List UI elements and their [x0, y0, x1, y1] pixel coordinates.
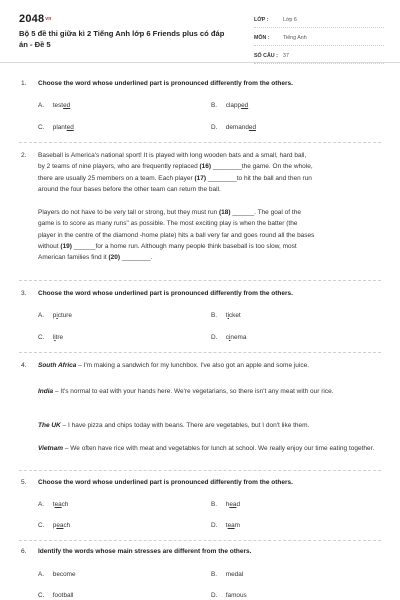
passage-text: without: [38, 242, 61, 250]
passage-text: ______. The goal of the: [230, 209, 301, 216]
option-letter: A.: [38, 102, 45, 109]
question-number: 2.: [21, 152, 27, 159]
option-letter: B.: [211, 312, 218, 319]
option-b[interactable]: [211, 102, 248, 109]
option-underlined: i: [227, 312, 229, 319]
option-letter: A.: [38, 501, 45, 508]
meta-label: MÔN :: [254, 35, 270, 41]
passage-text: there are usually 25 members on a team. Each player: [38, 174, 195, 182]
option-text: nema: [230, 334, 247, 341]
entry-text: – I'm making a sandwich for my lunchbox. I've also got an apple and some juice.: [76, 362, 310, 369]
option-text: m: [234, 522, 240, 529]
option-text: cture: [57, 312, 72, 319]
passage-text: American families find it: [38, 254, 109, 262]
option-text: ch: [61, 501, 69, 508]
blank-19: (19): [60, 242, 72, 250]
passage-text: Baseball is America's national sport! It is played with long wooden bats and a small, hard ball,: [38, 152, 307, 159]
option-c[interactable]: [38, 522, 70, 529]
option-a[interactable]: [38, 571, 76, 578]
meta-value: Lớp 6: [283, 17, 297, 23]
entry-text: – We often have rice with meat and vegetables for lunch at school. We really enjoy our time eating together.: [63, 445, 375, 452]
country-name: India: [38, 388, 54, 395]
option-letter: D.: [211, 334, 218, 341]
option-b[interactable]: [211, 571, 243, 578]
option-text: c: [225, 334, 229, 341]
divider: [19, 352, 381, 353]
logo-suffix: vn: [45, 16, 52, 23]
option-underlined: ea: [229, 501, 237, 508]
meta-box: [254, 13, 384, 67]
question-number: 5.: [21, 479, 27, 486]
option-underlined: ea: [56, 522, 64, 529]
country-name: Vietnam: [38, 445, 64, 452]
option-text: p: [52, 522, 57, 529]
option-text: famous: [225, 592, 247, 599]
option-letter: B.: [211, 571, 218, 578]
option-c[interactable]: [38, 124, 74, 131]
meta-row-subject: [254, 31, 384, 46]
option-text: medal: [225, 571, 244, 578]
passage-text: ________the game. On the whole,: [211, 163, 313, 171]
option-text: plant: [52, 124, 67, 131]
option-text: t: [225, 312, 228, 319]
country-entry-vietnam: [38, 443, 378, 454]
option-underlined: i: [56, 312, 58, 319]
option-letter: C.: [38, 334, 45, 341]
passage-text: player in the centre of the diamond -home plate) hits a ball very far and goes round all the bases: [38, 231, 315, 239]
passage-text: around the four bases before the other team can return the ball.: [38, 185, 221, 193]
option-text: t: [225, 522, 228, 529]
logo-text: 2048: [19, 13, 45, 25]
option-text: test: [52, 102, 64, 109]
blank-16: (16): [199, 163, 212, 171]
passage-text: ________.: [120, 254, 153, 262]
passage-text: by 2 teams of nine players, who are frequently replaced: [38, 163, 200, 171]
option-d[interactable]: [211, 522, 240, 529]
entry-text: – It's normal to eat with your hands here. We're vegetarians, so there isn't any meat with our rice.: [53, 388, 334, 395]
passage-paragraph-2: [38, 207, 380, 263]
option-letter: A.: [38, 571, 45, 578]
meta-label: LỚP :: [254, 17, 269, 23]
option-a[interactable]: [38, 102, 70, 109]
option-underlined: ed: [63, 102, 71, 109]
option-letter: B.: [211, 102, 218, 109]
country-entry-india: [38, 386, 378, 397]
option-text: l: [52, 334, 55, 341]
meta-label: SỐ CÂU :: [254, 53, 278, 59]
divider: [19, 540, 381, 541]
option-underlined: ed: [66, 124, 74, 131]
country-name: The UK: [38, 422, 61, 429]
option-d[interactable]: [211, 334, 246, 341]
option-letter: D.: [211, 522, 218, 529]
option-letter: D.: [211, 592, 218, 599]
option-text: cket: [228, 312, 241, 319]
option-text: clapp: [225, 102, 242, 109]
option-letter: B.: [211, 501, 218, 508]
question-instruction: Choose the word whose underlined part is pronounced differently from the others.: [38, 290, 293, 297]
option-letter: D.: [211, 124, 218, 131]
option-d[interactable]: [211, 124, 256, 131]
passage-paragraph-1: [38, 150, 380, 195]
option-c[interactable]: [38, 592, 73, 599]
site-logo[interactable]: [19, 13, 52, 25]
option-b[interactable]: [211, 501, 240, 508]
divider: [19, 470, 381, 471]
option-b[interactable]: [211, 312, 241, 319]
option-text: t: [52, 501, 55, 508]
option-underlined: ed: [241, 102, 249, 109]
option-d[interactable]: [211, 592, 247, 599]
blank-17: (17): [194, 174, 207, 182]
meta-row-class: [254, 13, 384, 28]
country-entry-uk: [38, 420, 380, 431]
option-text: football: [52, 592, 74, 599]
option-letter: A.: [38, 312, 45, 319]
option-text: demand: [225, 124, 249, 131]
divider: [19, 142, 381, 143]
option-text: p: [52, 312, 57, 319]
entry-text: – I have pizza and chips today with beans. There are vegetables, but I don't like them.: [60, 422, 310, 429]
option-letter: C.: [38, 124, 45, 131]
option-text: ch: [63, 522, 71, 529]
option-underlined: i: [228, 334, 231, 341]
passage-text: ______for a home run. Although many people think baseball is too slow, most: [71, 242, 297, 250]
passage-text: Players do not have to be very tall or strong, but they must run: [38, 209, 220, 216]
country-name: South Africa: [38, 362, 77, 369]
meta-row-count: [254, 49, 384, 64]
question-number: 1.: [21, 80, 27, 87]
blank-20: (20): [108, 254, 121, 262]
question-number: 6.: [21, 548, 27, 555]
question-instruction: Choose the word whose underlined part is pronounced differently from the others.: [38, 80, 293, 87]
option-underlined: ed: [248, 124, 256, 131]
question-instruction: Identify the words whose main stresses are different from the others.: [38, 548, 252, 555]
question-instruction: Choose the word whose underlined part is pronounced differently from the others.: [38, 479, 293, 486]
passage-text: game is to score as many runs" as possible. The most exciting play is when the batter (the: [38, 220, 298, 228]
document-title: Bộ 5 đề thi giữa kì 2 Tiếng Anh lớp 6 Friends plus có đáp án - Đề 5: [19, 29, 225, 49]
option-c[interactable]: [38, 334, 63, 341]
option-underlined: i: [54, 334, 56, 341]
meta-value: 37: [283, 53, 289, 59]
option-text: d: [236, 501, 241, 508]
divider: [19, 280, 381, 281]
country-entry-south-africa: [38, 360, 380, 371]
passage-text: ________to hit the ball and then run: [206, 174, 312, 182]
option-letter: C.: [38, 592, 45, 599]
option-letter: C.: [38, 522, 45, 529]
option-a[interactable]: [38, 501, 68, 508]
option-text: h: [225, 501, 230, 508]
option-text: become: [52, 571, 76, 578]
blank-18: (18): [219, 209, 231, 216]
question-number: 3.: [21, 290, 27, 297]
question-number: 4.: [21, 362, 27, 369]
option-text: tre: [55, 334, 64, 341]
option-a[interactable]: [38, 312, 72, 319]
option-underlined: ea: [54, 501, 62, 508]
document-header: [0, 0, 400, 63]
meta-value: Tiếng Anh: [283, 35, 307, 41]
option-underlined: ea: [227, 522, 235, 529]
